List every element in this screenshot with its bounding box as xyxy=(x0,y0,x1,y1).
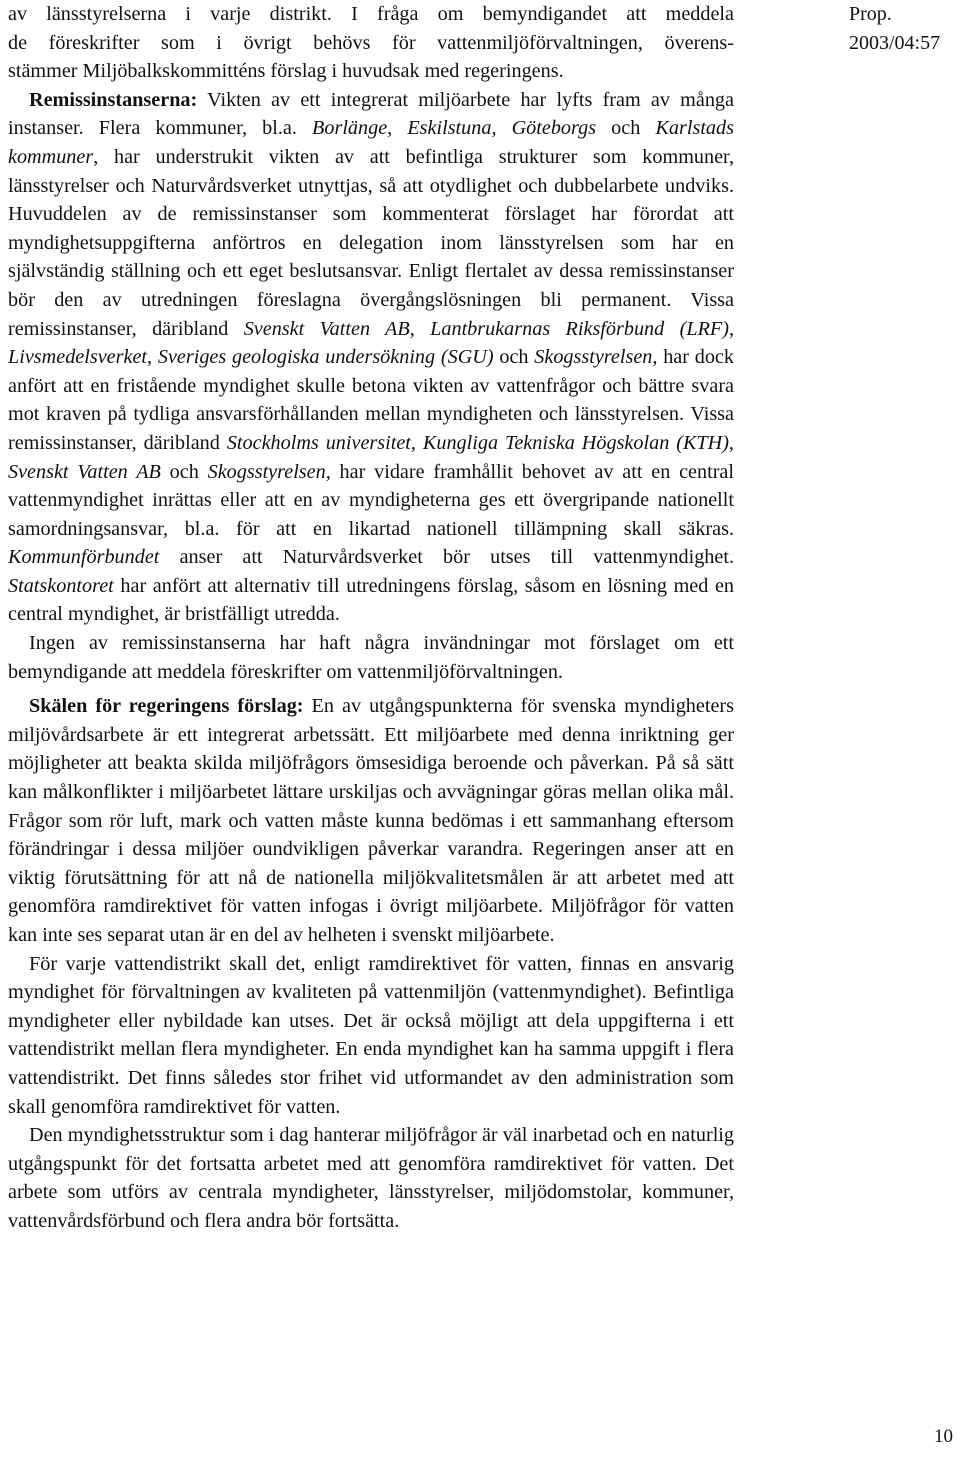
run: Skogsstyrelsen, xyxy=(207,460,331,483)
run: Borlänge, Eskilstuna, Göteborgs xyxy=(312,117,597,140)
paragraph-3: Ingen av remissinstanserna har haft några invändningar mot förslaget om ett bemyndigande att meddela föreskrifter om vattenmiljöförvaltningen. xyxy=(8,632,734,683)
run: , xyxy=(147,346,158,369)
run: Lantbrukarnas Riksförbund (LRF) xyxy=(430,317,729,340)
page-reference: Prop. 2003/04:57 xyxy=(849,3,941,54)
run: Karlstads kommuner xyxy=(8,117,734,168)
run: har anfört att alternativ till utredningens förslag, såsom en lösning med en central myndighet, är bristfälligt utredda. xyxy=(8,574,734,626)
run: och xyxy=(493,346,535,369)
run: Skogsstyrelsen xyxy=(534,346,653,369)
section-heading-skalen: Skälen för regeringens förslag: xyxy=(29,695,304,718)
run: Kommunförbundet xyxy=(8,546,160,569)
run: , xyxy=(728,317,734,340)
paragraph-1 xyxy=(8,0,734,86)
run: och xyxy=(160,460,208,483)
run: En av utgångspunkterna för svenska myndigheters miljövårdsarbete är ett integrerat arbetssätt. Ett miljöarbete med denna inriktning ger möjligheter att beakta skilda miljöfrågors ömsesidiga beroende och påverkan. På så sätt kan målkonflikter i miljöarbetet lättare urskiljas och avvägningar göras mellan olika mål. Frågor som rör luft, mark och vatten måste kunna bedömas i ett sammanhang eftersom förändringar i dessa miljöer oundvikligen påverkar varandra. Regeringen anser att en viktig förutsättning för att nå de nationella miljökvalitetsmålen är att arbetet med att genomföra ramdirektivet för vatten infogas i övrigt miljöarbete. Miljöfrågor för vatten kan inte ses separat utan är en del av helheten i svenskt miljöarbete. xyxy=(8,695,735,946)
paragraph-skalen xyxy=(8,692,734,949)
run: och xyxy=(596,117,656,140)
body-text xyxy=(8,0,734,1236)
page-number: 10 xyxy=(934,1426,953,1447)
run: , xyxy=(409,317,431,340)
text-line: de föreskrifter som i övrigt behövs för vattenmiljöförvaltningen, överens- xyxy=(8,31,734,54)
run: Sveriges geologiska undersökning (SGU) xyxy=(157,346,494,369)
run: Vikten av ett integrerat miljöarbete har lyfts fram av många instanser. Flera kommuner, bl.a. xyxy=(8,88,734,140)
paragraph-6: Den myndighetsstruktur som i dag hanterar miljöfrågor är väl inarbetad och en naturlig utgångspunkt för det fortsatta arbetet med att genomföra ramdirektivet för vatten. Det arbete som utförs av centrala myndigheter, länsstyrelser, miljödomstolar, kommuner, vattenvårdsförbund och flera andra bör fortsätta. xyxy=(8,1124,734,1232)
run: anser att Naturvårdsverket bör utses till vattenmyndighet. xyxy=(159,546,734,569)
run: Statskontoret xyxy=(8,574,114,597)
run: , har dock anfört att en fristående myndighet skulle betona vikten av vattenfrågor och bättre svara mot kraven på tydliga ansvarsförhållanden mellan myndigheten och länsstyrelsen. Vissa remissinstanser, däribland xyxy=(8,346,734,454)
run: Svenskt Vatten AB xyxy=(243,317,410,340)
paragraph-remissinstanserna xyxy=(8,86,734,629)
text-line: av länsstyrelserna i varje distrikt. I fråga om bemyndigandet att meddela xyxy=(8,3,734,25)
run: , har understrukit vikten av att befintliga strukturer som kommuner, länsstyrelser och Naturvårdsverket utnyttjas, så att otydlighet och dubbelarbete undviks. Huvuddelen av de remissinstanser som kommenterat förslaget har förordat att myndighetsuppgifterna anförtros en delegation inom länsstyrelsen som har en självständig ställning och ett eget beslutsansvar. Enligt flertalet av dessa remissinstanser bör den av utredningen föreslagna övergångslösningen bli permanent. Vissa remissinstanser, däribland xyxy=(8,145,734,340)
run: Stockholms universitet, Kungliga Tekniska Högskolan (KTH), Svenskt Vatten AB xyxy=(8,431,734,483)
paragraph-5: För varje vattendistrikt skall det, enligt ramdirektivet för vatten, finnas en ansvarig myndighet för förvaltningen av kvaliteten på vattenmiljön (vattenmyndighet). Befintliga myndigheter eller nybildade kan utses. Det är också möjligt att dela uppgifterna i ett vattendistrikt mellan flera myndigheter. En enda myndighet kan ha samma uppgift i flera vattendistrikt. Det finns således stor frihet vid utformandet av den administration som skall genomföra ramdirektivet för vatten. xyxy=(8,952,734,1118)
section-heading-remissinstanserna: Remissinstanserna: xyxy=(29,88,198,111)
run: Livsmedelsverket xyxy=(8,346,148,369)
run: har vidare framhållit behovet av att en central vattenmyndighet inrättas eller att en av myndigheterna ges ett övergripande nationellt samordningsansvar, bl.a. för att en likartad nationell tillämpning skall säkras. xyxy=(8,460,734,540)
text-line: stämmer Miljöbalkskommitténs förslag i huvudsak med regeringens. xyxy=(8,60,564,83)
